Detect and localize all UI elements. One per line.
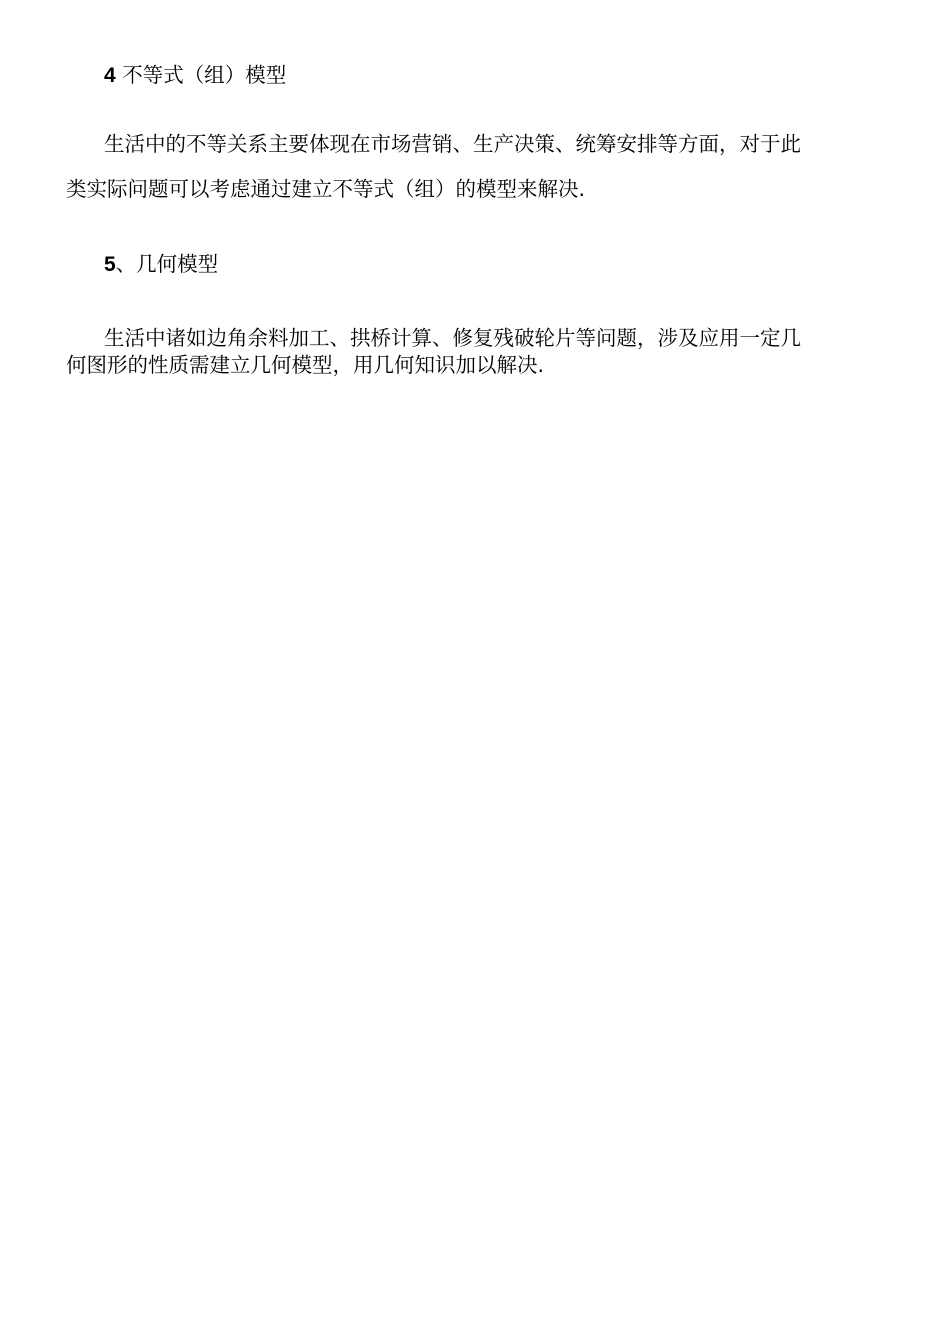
section-4-line-2: 类实际问题可以考虑通过建立不等式（组）的模型来解决. [66,177,586,201]
section-4-heading [104,62,286,89]
section-5-line-1: 生活中诸如边角余料加工、拱桥计算、修复残破轮片等问题，涉及应用一定几 [104,326,801,350]
section-4-title: 不等式（组）模型 [115,63,287,87]
section-5-title: 、几何模型 [115,252,219,276]
section-4-line-1: 生活中的不等关系主要体现在市场营销、生产决策、统筹安排等方面，对于此 [104,132,801,156]
section-5-heading [104,251,218,278]
section-5-line-2: 何图形的性质需建立几何模型，用几何知识加以解决. [66,353,545,377]
section-4-number: 4 [104,64,116,87]
section-5-number: 5 [104,253,116,276]
